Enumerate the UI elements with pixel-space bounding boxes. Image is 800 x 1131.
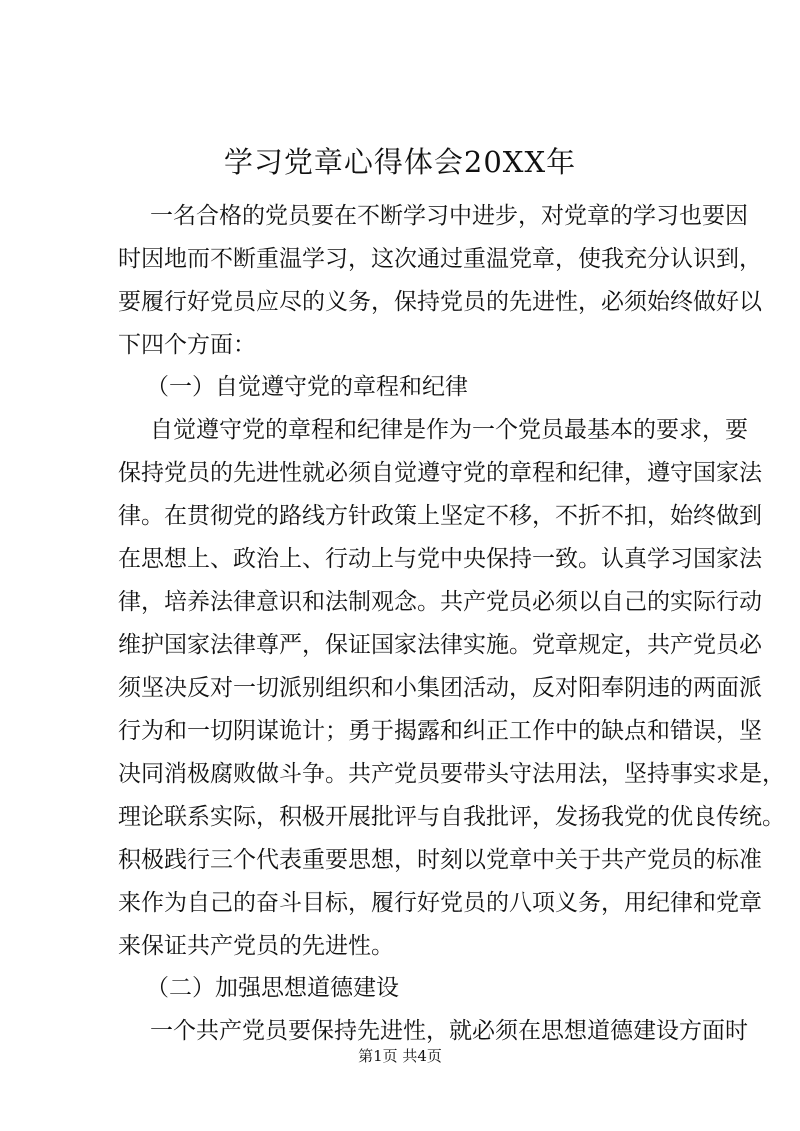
paragraph-line: 保持党员的先进性就必须自觉遵守党的章程和纪律，遵守国家法: [118, 460, 762, 486]
paragraph-line: 一个共产党员要保持先进性，就必须在思想道德建设方面时: [150, 1018, 748, 1044]
paragraph-line: 决同消极腐败做斗争。共产党员要带头守法用法，坚持事实求是，: [118, 761, 785, 787]
paragraph-line: 须坚决反对一切派别组织和小集团活动，反对阳奉阴违的两面派: [118, 675, 762, 701]
paragraph-line: 自觉遵守党的章程和纪律是作为一个党员最基本的要求，要: [150, 417, 748, 443]
document-title: 学习党章心得体会20XX年: [223, 145, 577, 179]
page-number-footer: 第1页 共4页: [358, 1047, 442, 1065]
paragraph-line: 时因地而不断重温学习，这次通过重温党章，使我充分认识到，: [118, 246, 762, 272]
paragraph-line: 律，培养法律意识和法制观念。共产党员必须以自己的实际行动: [118, 589, 762, 615]
section-heading: （一）自觉遵守党的章程和纪律: [146, 374, 468, 400]
paragraph-line: 积极践行三个代表重要思想，时刻以党章中关于共产党员的标准: [118, 847, 762, 873]
paragraph-line: 下四个方面：: [118, 332, 256, 358]
section-heading: （二）加强思想道德建设: [146, 975, 399, 1001]
paragraph-line: 维护国家法律尊严，保证国家法律实施。党章规定，共产党员必: [118, 632, 762, 658]
paragraph-line: 行为和一切阴谋诡计；勇于揭露和纠正工作中的缺点和错误，坚: [118, 718, 762, 744]
paragraph-line: 一名合格的党员要在不断学习中进步，对党章的学习也要因: [150, 203, 748, 229]
paragraph-line: 来作为自己的奋斗目标，履行好党员的八项义务，用纪律和党章: [118, 890, 762, 916]
paragraph-line: 来保证共产党员的先进性。: [118, 933, 394, 959]
paragraph-line: 律。在贯彻党的路线方针政策上坚定不移，不折不扣，始终做到: [118, 503, 762, 529]
paragraph-line: 要履行好党员应尽的义务，保持党员的先进性，必须始终做好以: [118, 289, 762, 315]
paragraph-line: 理论联系实际，积极开展批评与自我批评，发扬我党的优良传统。: [118, 804, 785, 830]
paragraph-line: 在思想上、政治上、行动上与党中央保持一致。认真学习国家法: [118, 546, 762, 572]
